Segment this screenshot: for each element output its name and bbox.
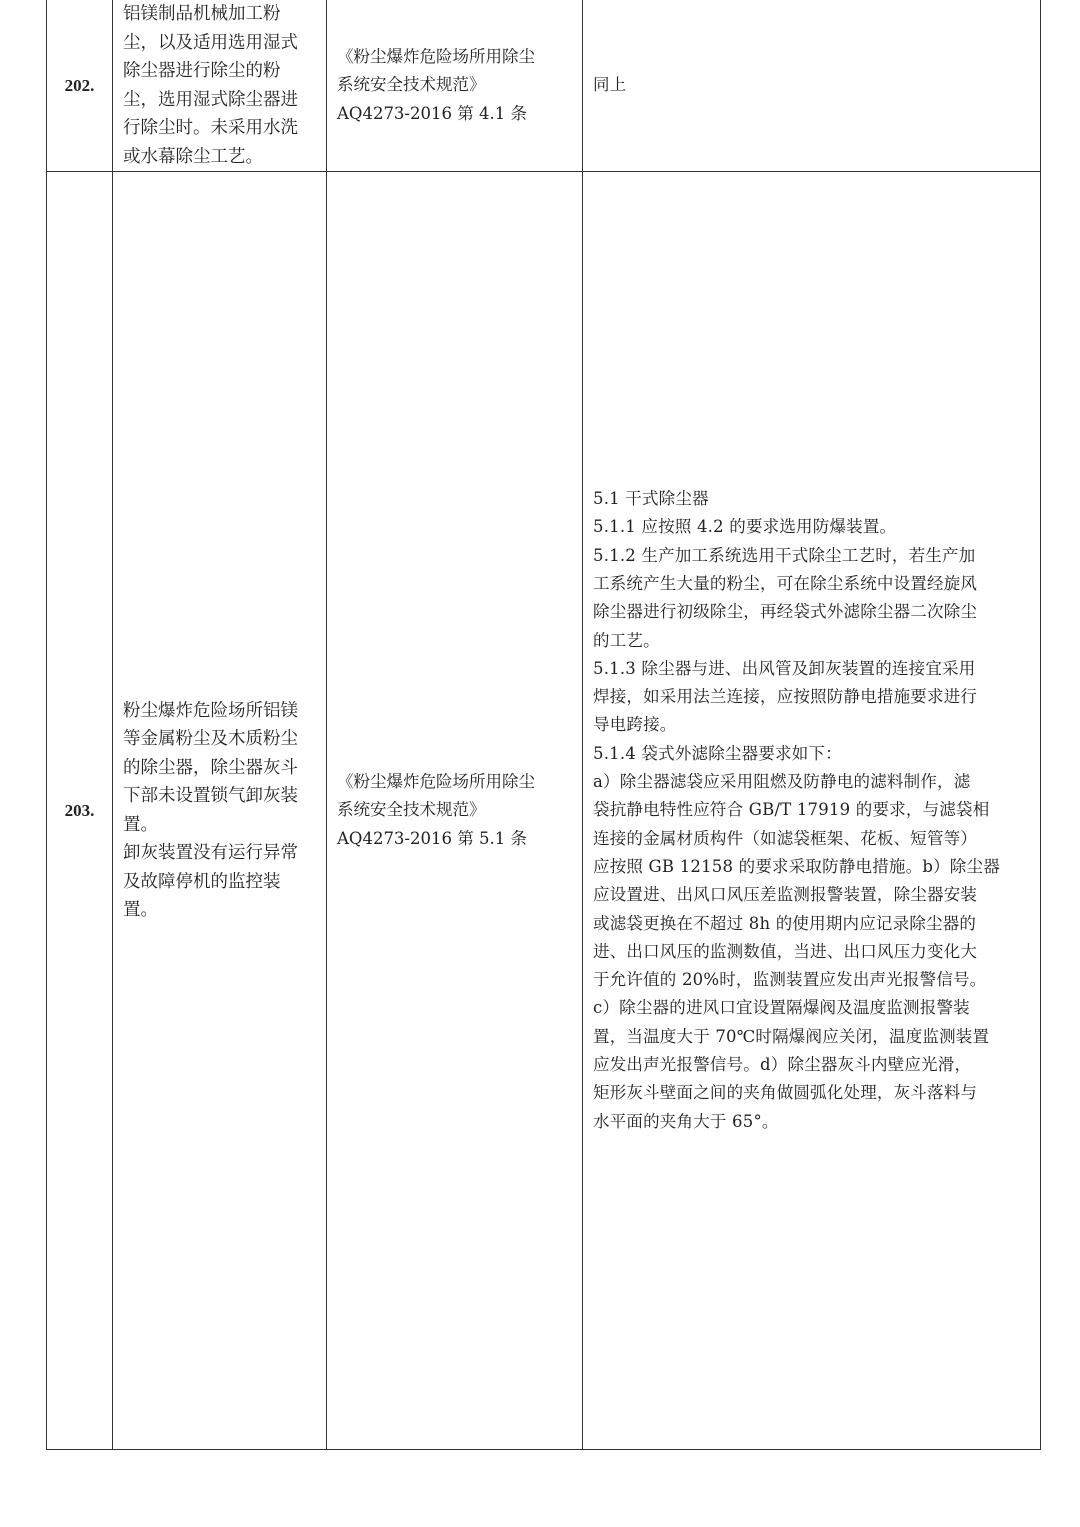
detail-line: 应按照 GB 12158 的要求采取防静电措施。b）除尘器 [593, 856, 1000, 876]
issue-text [113, 697, 326, 925]
detail-line: 除尘器进行初级除尘，再经袋式外滤除尘器二次除尘 [593, 602, 978, 622]
detail-line: 袋抗静电特性应符合 GB/T 17919 的要求，与滤袋相 [593, 800, 990, 820]
row-number-text: 202. [64, 75, 95, 95]
detail-line: 同上 [593, 75, 627, 95]
detail-line: 5.1.4 袋式外滤除尘器要求如下： [593, 743, 842, 763]
detail-line: 导电跨接。 [593, 715, 677, 735]
detail-line: 进、出口风压的监测数值，当进、出口风压力变化大 [593, 941, 978, 961]
basis-text [327, 768, 582, 854]
detail-line: 5.1.2 生产加工系统选用干式除尘工艺时，若生产加 [593, 545, 976, 565]
issue-line: 或水幕除尘工艺。 [123, 146, 263, 167]
detail-line: 应设置进、出风口风压差监测报警装置，除尘器安装 [593, 885, 978, 905]
basis-line: 系统安全技术规范》 [337, 800, 486, 820]
detail-line: 于允许值的 20%时，监测装置应发出声光报警信号。 [593, 970, 987, 990]
issue-line: 下部未设置锁气卸灰装 [123, 786, 298, 806]
basis-cell [327, 0, 583, 172]
basis-text [327, 43, 582, 129]
issue-line: 置。 [123, 900, 158, 920]
detail-line: 水平面的夹角大于 65°。 [593, 1111, 779, 1131]
issue-cell [113, 172, 327, 1450]
basis-line: AQ4273-2016 第 4.1 条 [337, 103, 527, 123]
table-row [47, 172, 1041, 1450]
detail-text [583, 485, 1040, 1136]
inspection-table [46, 0, 1041, 1450]
issue-line: 粉尘爆炸危险场所铝镁 [123, 700, 298, 721]
issue-line: 除尘器进行除尘的粉 [123, 61, 281, 81]
row-number [47, 0, 113, 172]
row-number [47, 172, 113, 1450]
detail-text [583, 71, 1040, 99]
detail-line: 或滤袋更换在不超过 8h 的使用期内应记录除尘器的 [593, 913, 977, 933]
detail-line: c）除尘器的进风口宜设置隔爆阀及温度监测报警装 [593, 998, 970, 1018]
basis-line: AQ4273-2016 第 5.1 条 [337, 828, 527, 848]
detail-line: 应发出声光报警信号。d）除尘器灰斗内壁应光滑， [593, 1055, 972, 1075]
detail-line: 工系统产生大量的粉尘，可在除尘系统中设置经旋风 [593, 573, 978, 593]
basis-cell [327, 172, 583, 1450]
row-number-text: 203. [64, 800, 95, 820]
issue-cell [113, 0, 327, 172]
basis-line: 《粉尘爆炸危险场所用除尘 [337, 46, 535, 66]
basis-line: 《粉尘爆炸危险场所用除尘 [337, 771, 535, 791]
table-row [47, 0, 1041, 172]
detail-line: 焊接，如采用法兰连接，应按照防静电措施要求进行 [593, 687, 978, 707]
detail-line: 5.1.3 除尘器与进、出风管及卸灰装置的连接宜采用 [593, 658, 976, 678]
basis-line: 系统安全技术规范》 [337, 75, 486, 95]
issue-text [113, 0, 326, 171]
issue-line: 铝镁制品机械加工粉 [123, 4, 281, 24]
issue-line: 及故障停机的监控装 [123, 871, 281, 892]
issue-line: 卸灰装置没有运行异常 [123, 843, 298, 863]
detail-line: 连接的金属材质构件（如滤袋框架、花板、短管等） [593, 828, 978, 848]
detail-line: 5.1 干式除尘器 [593, 489, 709, 509]
detail-cell [583, 0, 1041, 172]
detail-line: 矩形灰斗壁面之间的夹角做圆弧化处理，灰斗落料与 [593, 1083, 978, 1103]
issue-line: 的除尘器，除尘器灰斗 [123, 757, 298, 778]
detail-line: 置，当温度大于 70℃时隔爆阀应关闭，温度监测装置 [593, 1026, 990, 1046]
issue-line: 行除尘时。未采用水洗 [123, 118, 298, 138]
issue-line: 置。 [123, 814, 158, 835]
detail-line: 的工艺。 [593, 630, 660, 650]
detail-line: 5.1.1 应按照 4.2 的要求选用防爆装置。 [593, 517, 897, 537]
issue-line: 尘，以及适用选用湿式 [123, 32, 298, 53]
issue-line: 尘，选用湿式除尘器进 [123, 89, 298, 110]
detail-cell [583, 172, 1041, 1450]
detail-line: a）除尘器滤袋应采用阻燃及防静电的滤料制作，滤 [593, 772, 971, 792]
issue-line: 等金属粉尘及木质粉尘 [123, 729, 298, 749]
